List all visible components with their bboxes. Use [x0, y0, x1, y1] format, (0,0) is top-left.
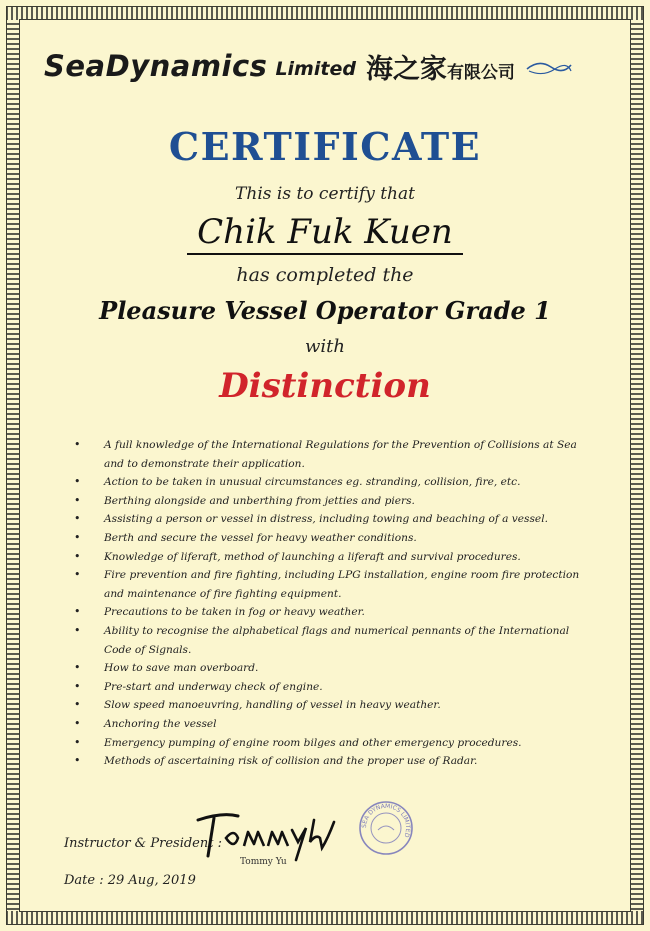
issue-date: Date : 29 Aug, 2019 — [64, 873, 196, 888]
company-name: SeaDynamics — [44, 49, 268, 83]
company-suffix: Limited — [275, 58, 356, 80]
grade-distinction: Distinction — [219, 366, 431, 406]
list-item: • A full knowledge of the International Regulations for the Prevention of Collisions at Sea and to demonstrate their application. — [74, 436, 584, 473]
competency-list — [74, 436, 584, 771]
list-item: • Emergency pumping of engine room bilges and other emergency procedures. — [74, 734, 584, 753]
completed-line: has completed the — [236, 264, 414, 286]
company-chinese-suffix: 有限公司 — [446, 62, 515, 83]
seal-text: SEA DYNAMICS LIMITED — [360, 802, 412, 839]
company-chinese-name: 海之家 — [365, 53, 447, 85]
list-item: • Anchoring the vessel — [74, 715, 584, 734]
company-seal-stamp — [358, 800, 414, 856]
list-item: • Precautions to be taken in fog or heavy weather. — [74, 603, 584, 622]
list-item: • Ability to recognise the alphabetical flags and numerical pennants of the International Code of Signals. — [74, 622, 584, 659]
recipient-name-text: Chik Fuk Kuen — [187, 212, 463, 255]
handwritten-signature — [192, 808, 342, 864]
with-line: with — [305, 336, 345, 357]
list-item: • Pre-start and underway check of engine. — [74, 678, 584, 697]
list-item: • How to save man overboard. — [74, 659, 584, 678]
instructor-label: Instructor & President : — [64, 836, 222, 851]
list-item: • Berth and secure the vessel for heavy weather conditions. — [74, 529, 584, 548]
signatory-name: Tommy Yu — [240, 857, 287, 867]
list-item: • Knowledge of liferaft, method of launching a liferaft and survival procedures. — [74, 548, 584, 567]
list-item: • Assisting a person or vessel in distress, including towing and beaching of a vessel. — [74, 510, 584, 529]
course-name: Pleasure Vessel Operator Grade 1 — [99, 296, 551, 325]
company-header — [44, 44, 614, 88]
recipient-name — [0, 212, 650, 252]
certify-line: This is to certify that — [235, 184, 415, 204]
list-item: • Fire prevention and fire fighting, including LPG installation, engine room fire protection and maintenance of fire fighting equipment. — [74, 566, 584, 603]
certificate-title: CERTIFICATE — [168, 124, 482, 169]
list-item: • Slow speed manoeuvring, handling of vessel in heavy weather. — [74, 696, 584, 715]
list-item: • Methods of ascertaining risk of collision and the proper use of Radar. — [74, 752, 584, 771]
list-item: • Berthing alongside and unberthing from jetties and piers. — [74, 492, 584, 511]
list-item: • Action to be taken in unusual circumstances eg. stranding, collision, fire, etc. — [74, 473, 584, 492]
wave-logo-icon — [525, 57, 573, 79]
